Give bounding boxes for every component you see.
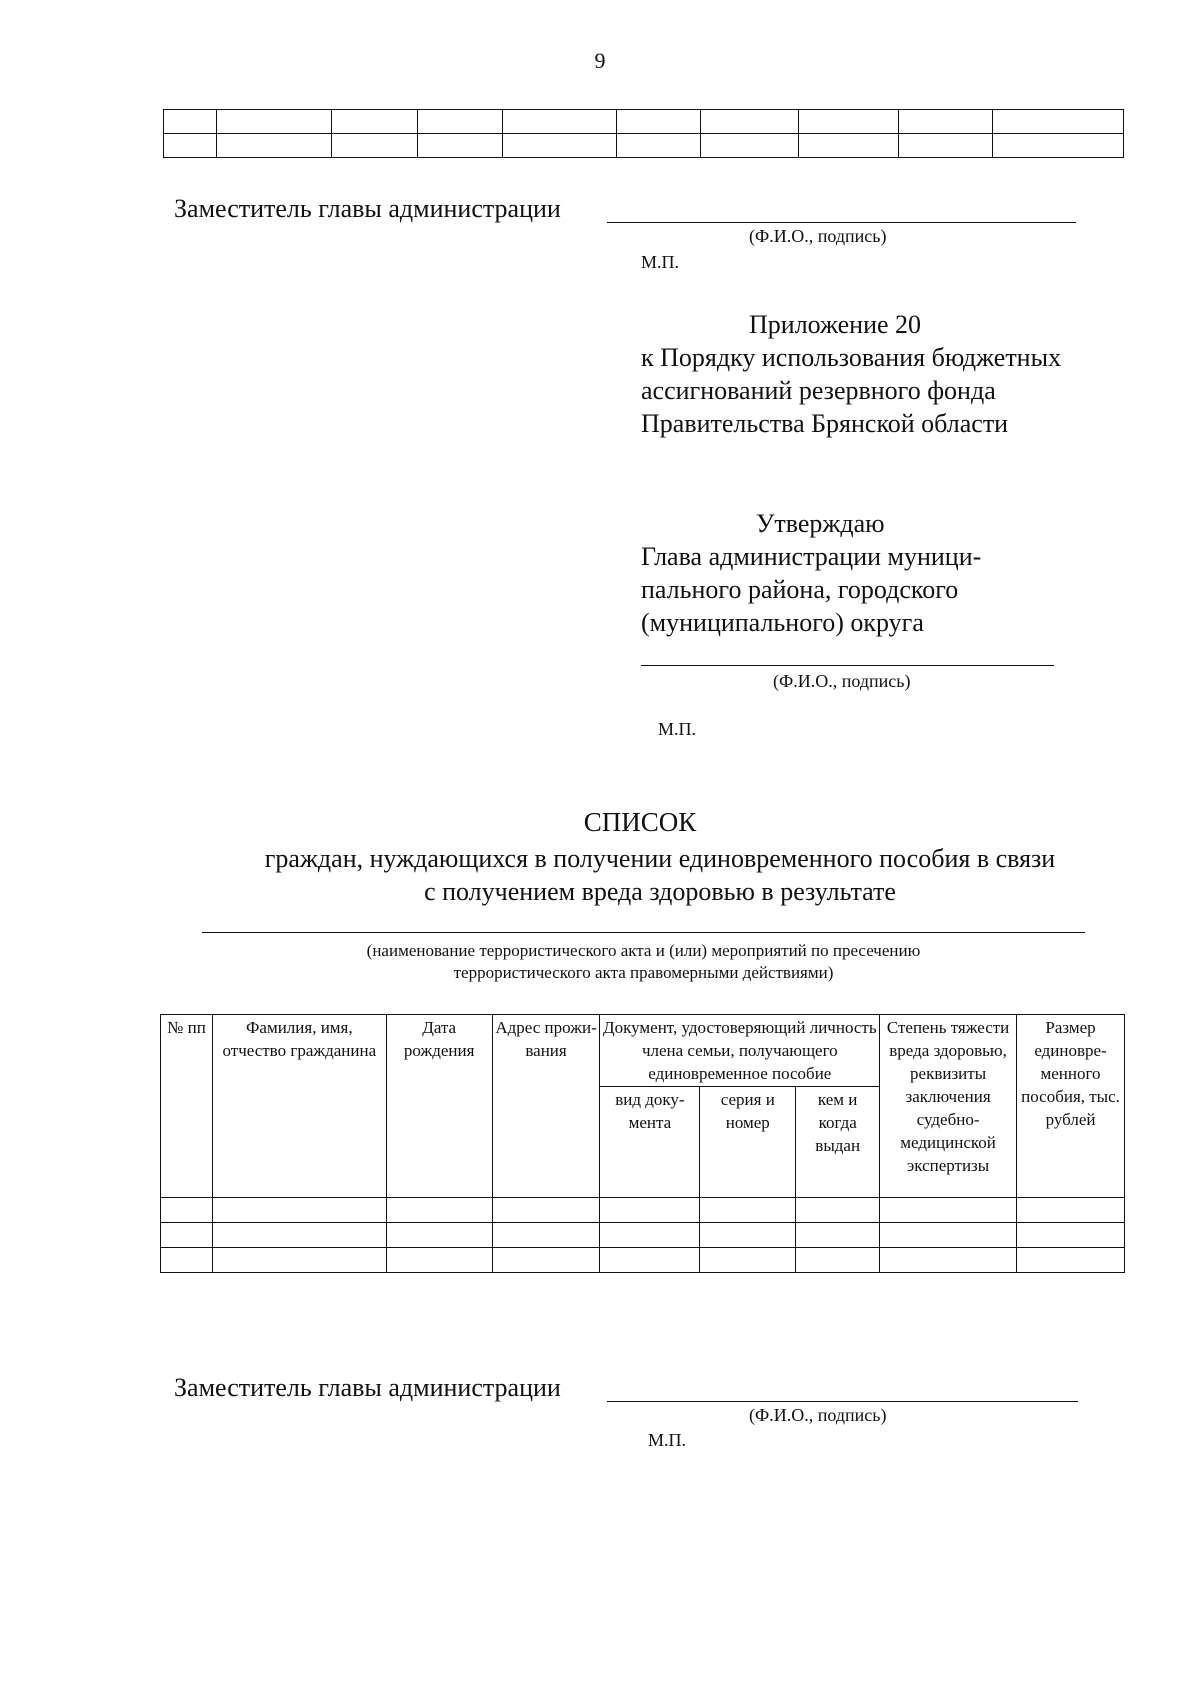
table-row xyxy=(164,134,1124,158)
appendix-line: Правительства Брянской области xyxy=(641,409,1009,438)
bottom-signature-label: Заместитель главы администрации xyxy=(174,1373,561,1402)
table-cell xyxy=(492,1223,600,1248)
header-issued-by: кем и когда выдан xyxy=(796,1087,880,1198)
header-benefit-amount: Размер единовре-менного пособия, тыс. рублей xyxy=(1017,1015,1125,1198)
bottom-signature-line xyxy=(607,1401,1078,1402)
approval-block xyxy=(641,507,1161,639)
table-cell xyxy=(1017,1248,1125,1273)
table-cell xyxy=(212,1198,386,1223)
table-cell xyxy=(616,110,701,134)
table-cell xyxy=(700,1198,796,1223)
table-cell xyxy=(417,110,502,134)
table-cell xyxy=(600,1248,700,1273)
table-row xyxy=(161,1198,1125,1223)
table-header-row xyxy=(161,1015,1125,1087)
table-cell xyxy=(161,1223,213,1248)
table-cell xyxy=(492,1198,600,1223)
top-signature-line xyxy=(607,222,1076,223)
table-cell xyxy=(164,134,217,158)
header-full-name: Фамилия, имя, отчество гражданина xyxy=(212,1015,386,1198)
table-cell xyxy=(880,1198,1017,1223)
table-cell xyxy=(386,1198,492,1223)
appendix-line: к Порядку использования бюджетных xyxy=(641,343,1062,372)
table-row xyxy=(161,1223,1125,1248)
approval-line: пального района, городского xyxy=(641,575,959,604)
table-cell xyxy=(796,1248,880,1273)
caption-line: (наименование террористического акта и (или) мероприятий по пресечению xyxy=(366,941,921,960)
table-cell xyxy=(799,134,899,158)
page-number: 9 xyxy=(594,48,606,73)
approval-signature-caption: (Ф.И.О., подпись) xyxy=(773,671,911,691)
table-cell xyxy=(880,1248,1017,1273)
top-signature-label: Заместитель главы администрации xyxy=(174,194,561,223)
table-cell xyxy=(216,134,331,158)
header-birth-date: Дата рождения xyxy=(386,1015,492,1198)
top-stamp-mark: М.П. xyxy=(641,252,680,272)
header-harm-severity: Степень тяжести вреда здоровью, реквизиты заключения судебно-медицинской экспертизы xyxy=(880,1015,1017,1198)
event-name-line xyxy=(202,932,1085,933)
table-cell xyxy=(993,110,1124,134)
table-cell xyxy=(880,1223,1017,1248)
table-cell xyxy=(899,110,993,134)
table-cell xyxy=(796,1223,880,1248)
table-cell xyxy=(492,1248,600,1273)
event-name-caption xyxy=(200,940,1087,984)
bottom-stamp-mark: М.П. xyxy=(648,1430,687,1450)
approval-heading: Утверждаю xyxy=(756,509,885,538)
table-row xyxy=(161,1248,1125,1273)
table-cell xyxy=(212,1223,386,1248)
table-cell xyxy=(502,134,616,158)
table-cell xyxy=(161,1198,213,1223)
header-series-number: серия и номер xyxy=(700,1087,796,1198)
table-cell xyxy=(700,1248,796,1273)
table-cell xyxy=(616,134,701,158)
table-cell xyxy=(701,110,799,134)
table-cell xyxy=(331,134,417,158)
bottom-signature-caption: (Ф.И.О., подпись) xyxy=(749,1405,887,1425)
table-cell xyxy=(386,1248,492,1273)
table-cell xyxy=(212,1248,386,1273)
header-number: № пп xyxy=(161,1015,213,1198)
table-cell xyxy=(600,1198,700,1223)
table-row xyxy=(164,110,1124,134)
header-identity-document: Документ, удостоверяющий личность члена семьи, получающего единовременное пособие xyxy=(600,1015,880,1087)
table-cell xyxy=(331,110,417,134)
document-title: СПИСОК xyxy=(583,807,697,837)
table-cell xyxy=(701,134,799,158)
approval-line: (муниципального) округа xyxy=(641,608,924,637)
continued-table xyxy=(163,109,1124,158)
appendix-block xyxy=(641,308,1161,440)
top-signature-caption: (Ф.И.О., подпись) xyxy=(749,226,887,246)
table-cell xyxy=(164,110,217,134)
header-document-type: вид доку-мента xyxy=(600,1087,700,1198)
citizens-table xyxy=(160,1014,1125,1273)
approval-stamp-mark: М.П. xyxy=(658,719,697,739)
table-cell xyxy=(799,110,899,134)
caption-line: террористического акта правомерными действиями) xyxy=(453,963,834,982)
table-cell xyxy=(216,110,331,134)
approval-line: Глава администрации муници- xyxy=(641,542,982,571)
table-cell xyxy=(1017,1198,1125,1223)
table-cell xyxy=(1017,1223,1125,1248)
table-cell xyxy=(161,1248,213,1273)
subtitle-line: с получением вреда здоровью в результате xyxy=(424,877,896,906)
table-cell xyxy=(899,134,993,158)
table-cell xyxy=(993,134,1124,158)
subtitle-line: граждан, нуждающихся в получении единовременного пособия в связи xyxy=(264,844,1056,873)
table-cell xyxy=(417,134,502,158)
table-cell xyxy=(502,110,616,134)
appendix-heading: Приложение 20 xyxy=(749,310,922,339)
document-subtitle xyxy=(180,842,1140,908)
table-cell xyxy=(386,1223,492,1248)
approval-signature-line xyxy=(641,665,1054,666)
header-address: Адрес прожи-вания xyxy=(492,1015,600,1198)
appendix-line: ассигнований резервного фонда xyxy=(641,376,996,405)
table-cell xyxy=(600,1223,700,1248)
table-cell xyxy=(796,1198,880,1223)
table-cell xyxy=(700,1223,796,1248)
